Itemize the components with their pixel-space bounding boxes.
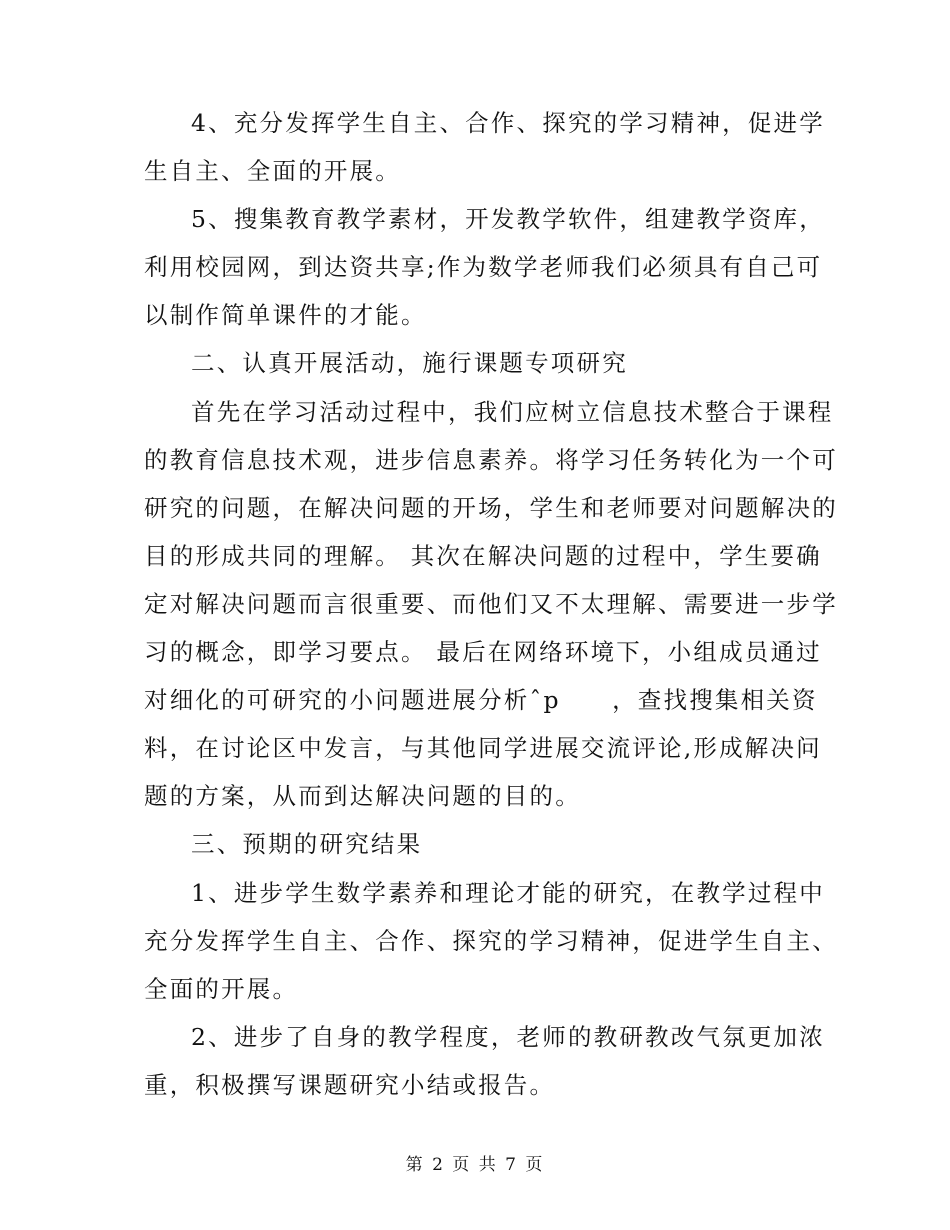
paragraph-line: 首先在学习活动过程中，我们应树立信息技术整合于课程 [191, 397, 834, 426]
paragraph-line: 全面的开展。 [144, 974, 299, 1003]
section-heading: 二、认真开展活动，施行课题专项研究 [191, 349, 628, 378]
paragraph-line: 以制作简单课件的才能。 [144, 301, 427, 330]
paragraph-line: 2、进步了自身的教学程度，老师的教研教改气氛更加浓 [191, 1022, 825, 1051]
section-heading: 三、预期的研究结果 [191, 830, 423, 859]
paragraph-line: 题的方案，从而到达解决问题的目的。 [144, 782, 581, 811]
paragraph-line: 生自主、全面的开展。 [144, 157, 401, 186]
paragraph-line: 重，积极撰写课题研究小结或报告。 [144, 1070, 556, 1099]
paragraph-line: 定对解决问题而言很重要、而他们又不太理解、需要进一步学 [144, 589, 838, 618]
paragraph-line: 习的概念，即学习要点。 最后在网络环境下，小组成员通过 [144, 638, 822, 667]
paragraph-line: 目的形成共同的理解。 其次在解决问题的过程中，学生要确 [144, 541, 822, 570]
paragraph-line: 料，在讨论区中发言，与其他同学进展交流评论,形成解决问 [144, 734, 822, 763]
page-number-footer: 第 2 页 共 7 页 [405, 1155, 545, 1175]
paragraph-line: 4、充分发挥学生自主、合作、探究的学习精神，促进学 [191, 109, 825, 137]
document-body [144, 99, 838, 1109]
paragraph-line: 研究的问题，在解决问题的开场，学生和老师要对问题解决的 [144, 493, 838, 522]
paragraph-line: 的教育信息技术观，进步信息素养。将学习任务转化为一个可 [144, 445, 838, 474]
paragraph-line: 5、搜集教育教学素材，开发教学软件，组建教学资库， [191, 205, 825, 234]
paragraph-line: 对细化的可研究的小问题进展分析ˆp ，查找搜集相关资 [144, 686, 818, 715]
paragraph-line: 利用校园网，到达资共享;作为数学老师我们必须具有自己可 [144, 253, 823, 282]
paragraph-line: 充分发挥学生自主、合作、探究的学习精神，促进学生自主、 [144, 926, 838, 955]
paragraph-line: 1、进步学生数学素养和理论才能的研究，在教学过程中 [191, 878, 825, 907]
